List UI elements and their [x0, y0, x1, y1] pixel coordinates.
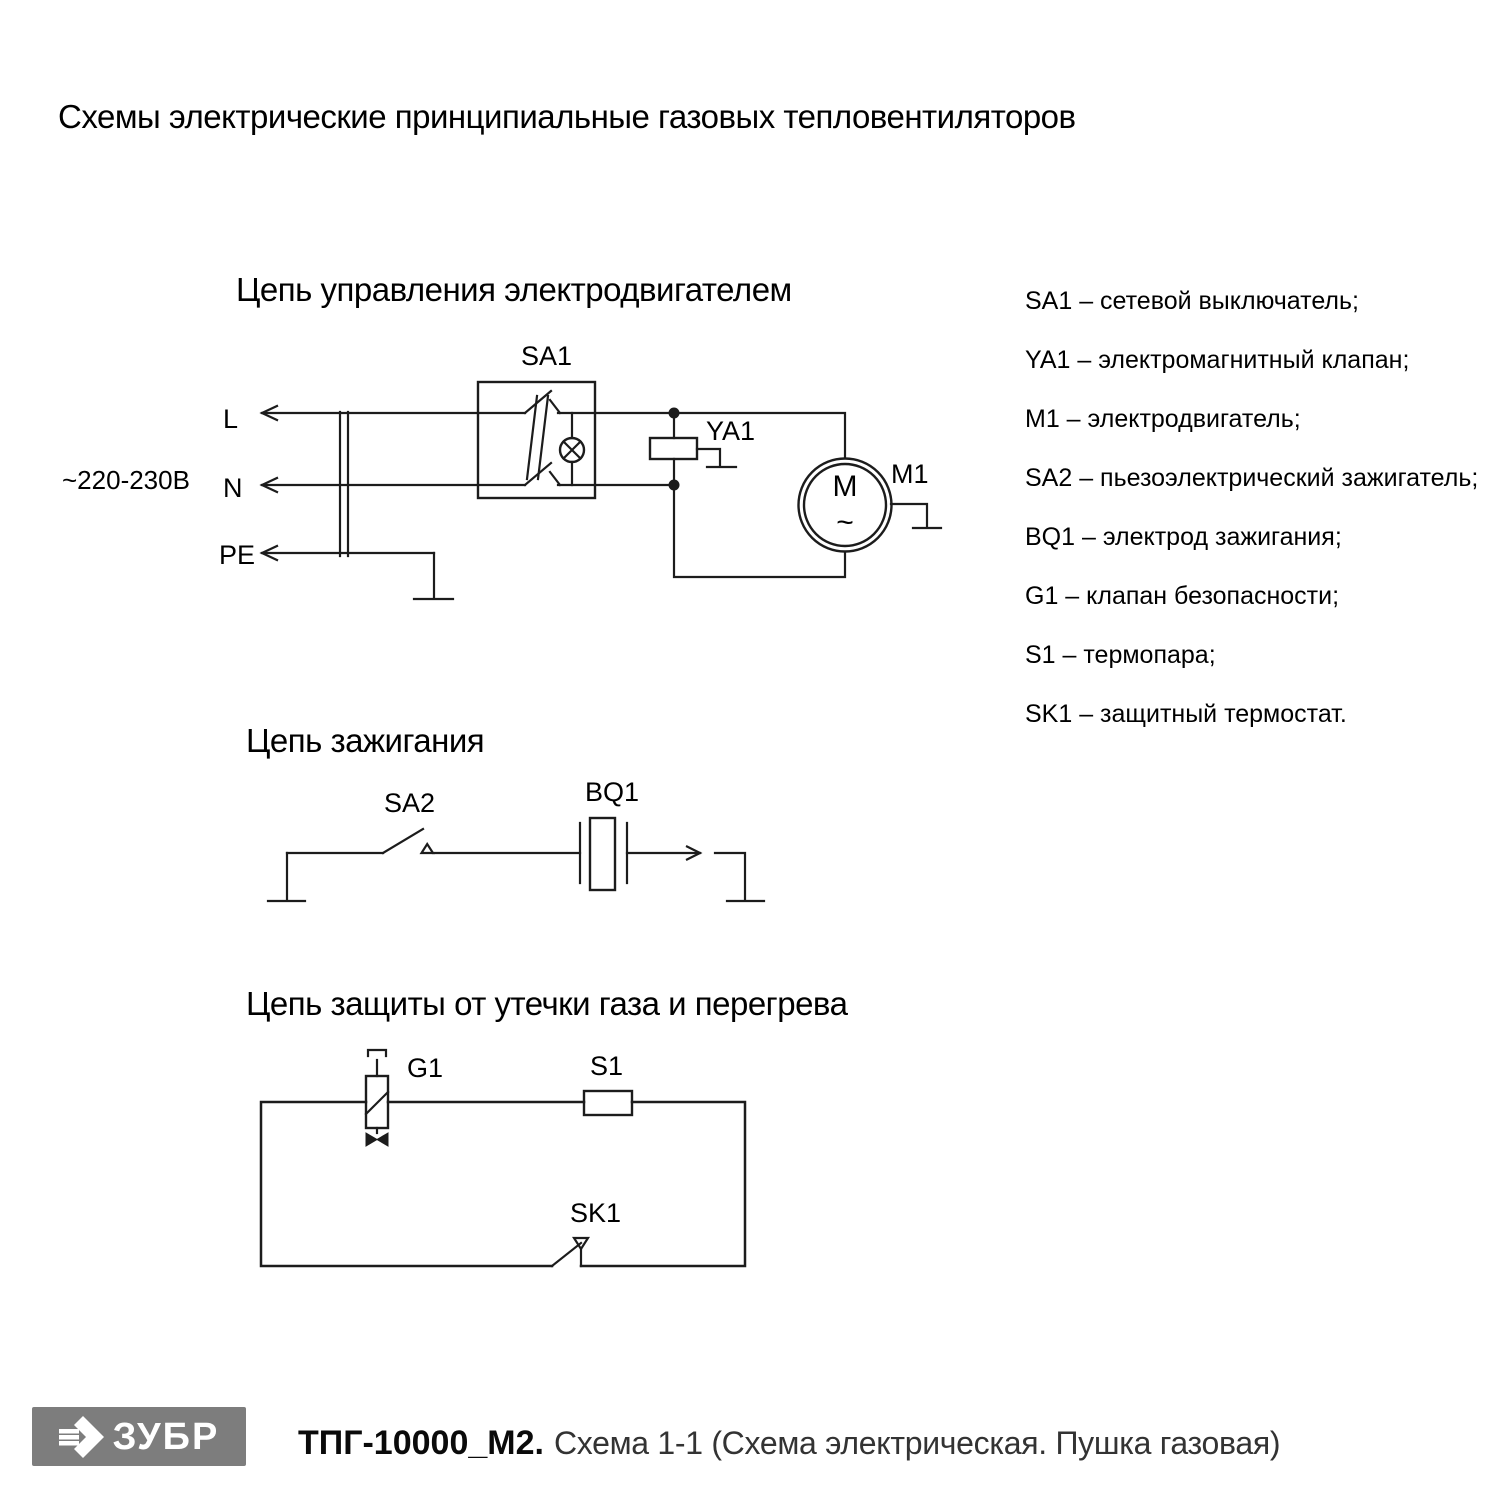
legend-item-bq1: BQ1 – электрод зажигания; — [1025, 523, 1342, 551]
legend-item-g1: G1 – клапан безопасности; — [1025, 582, 1340, 610]
sk1-thermostat-symbol — [552, 1238, 588, 1266]
ground-icon — [697, 449, 736, 467]
ya1-label: YA1 — [706, 416, 756, 446]
motor-circuit-heading: Цепь управления электродвигателем — [236, 271, 792, 308]
footer-caption-line — [298, 1422, 1280, 1464]
zubr-logo — [32, 1407, 246, 1466]
sa2-piezo-switch-symbol — [383, 829, 433, 853]
voltage-label: ~220-230В — [62, 465, 190, 495]
legend — [1025, 289, 1478, 761]
valve-bowtie-icon — [366, 1133, 377, 1146]
ground-icon — [268, 853, 305, 901]
ignition-circuit — [268, 818, 764, 901]
sk1-label: SK1 — [570, 1198, 622, 1228]
bq1-electrode-symbol — [580, 818, 627, 890]
legend-item-sk1: SK1 – защитный термостат. — [1025, 700, 1347, 728]
arrow-left-icon — [262, 406, 277, 560]
wire-label-pe: PE — [219, 540, 256, 570]
g1-label: G1 — [407, 1053, 444, 1083]
motor-letter: M — [832, 470, 858, 503]
legend-item-s1: S1 – термопара; — [1025, 641, 1216, 669]
indicator-lamp-icon — [560, 413, 584, 485]
brand-name: ЗУБР — [112, 1415, 220, 1458]
legend-item-ya1: YA1 – электромагнитный клапан; — [1025, 346, 1410, 374]
s1-label: S1 — [590, 1051, 624, 1081]
pe-ground-icon — [414, 553, 453, 599]
legend-item-sa1: SA1 – сетевой выключатель; — [1025, 287, 1359, 315]
protection-circuit-heading: Цепь защиты от утечки газа и перегрева — [246, 985, 848, 1022]
m1-label: M1 — [891, 459, 929, 489]
page-title: Схемы электрические принципиальные газовых тепловентиляторов — [58, 98, 1076, 135]
model-number: ТПГ-10000_М2. — [298, 1424, 544, 1462]
legend-item-sa2: SA2 – пьезоэлектрический зажигатель; — [1025, 464, 1479, 492]
g1-safety-valve-symbol — [366, 1050, 388, 1146]
ground-icon — [891, 504, 941, 528]
scheme-caption: Схема 1-1 (Схема электрическая. Пушка газовая) — [553, 1425, 1281, 1461]
sa1-switch-symbol — [478, 382, 674, 498]
motor-ac-symbol: ~ — [836, 506, 854, 539]
bq1-label: BQ1 — [585, 777, 640, 807]
sa2-label: SA2 — [384, 788, 436, 818]
s1-thermocouple-symbol — [584, 1091, 632, 1115]
wire-label-n: N — [223, 473, 243, 503]
ignition-circuit-heading: Цепь зажигания — [246, 722, 485, 759]
sa1-label: SA1 — [521, 341, 573, 371]
wire-label-l: L — [223, 404, 239, 434]
valve-bowtie-icon — [377, 1133, 388, 1146]
protection-circuit — [261, 1050, 745, 1266]
supply-lines — [262, 406, 478, 599]
zubr-brand-icon — [59, 1416, 105, 1458]
ground-icon — [715, 853, 764, 901]
legend-item-m1: M1 – электродвигатель; — [1025, 405, 1301, 433]
sensor-tip-icon — [368, 1050, 386, 1056]
